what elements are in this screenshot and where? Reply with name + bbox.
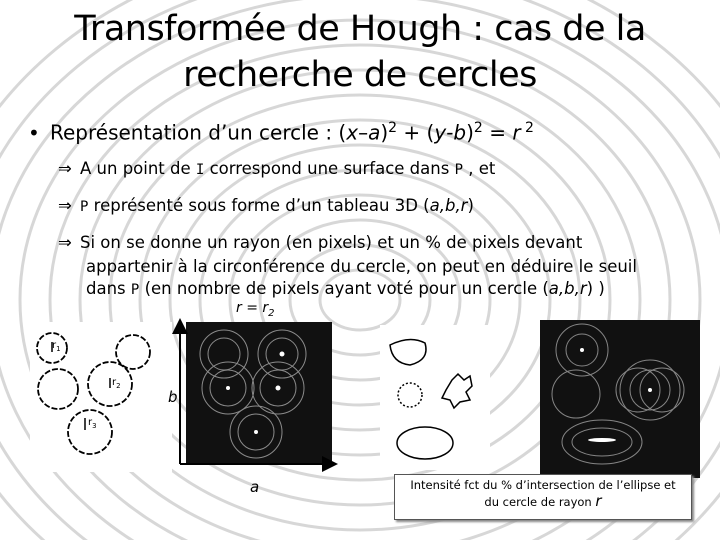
implies-arrow: ⇒ (58, 233, 72, 252)
exp: 2 (388, 120, 398, 136)
bullet-text: Représentation d’un cercle : ( (50, 120, 347, 145)
set-P: P (454, 162, 464, 178)
var-y: y (434, 120, 447, 145)
abr: a,b,r (429, 196, 468, 215)
axis-a-label: a (250, 478, 260, 496)
main-bullet (28, 120, 534, 145)
sub2-text: représenté sous forme d’un tableau 3D ( (88, 196, 430, 215)
input-shapes-image (380, 325, 490, 470)
figure-caption (394, 474, 692, 520)
minus: - (446, 120, 454, 145)
bullet-marker: • (28, 120, 40, 145)
r-eq-sub: 2 (268, 307, 275, 319)
equals: = (482, 120, 513, 145)
exp: 2 (520, 120, 534, 136)
sub3-line-2: appartenir à la circonférence du cercle, on peut en déduire le seuil (86, 257, 637, 276)
paren: ) (466, 120, 474, 145)
paren: ) (380, 120, 389, 145)
sub-bullet-3 (58, 232, 582, 254)
caption-line-1: Intensité fct du % d’intersection de l’ellipse et (410, 478, 676, 492)
var-b: b (453, 120, 467, 145)
implies-arrow: ⇒ (58, 159, 72, 178)
r-eq-text: r = r (236, 300, 269, 316)
r1-label: $r_1$ (52, 340, 61, 353)
caption-r: r (595, 492, 602, 510)
exp: 2 (473, 120, 483, 136)
sub3-line-1: Si on se donne un rayon (en pixels) et un % de pixels devant (80, 233, 583, 252)
sub-bullet-1 (58, 158, 495, 181)
axes (170, 318, 340, 490)
var-r: r (512, 120, 521, 145)
set-P: P (130, 282, 140, 298)
sub-bullet-2 (58, 195, 474, 218)
sub3-l3c: ) ) (586, 279, 605, 298)
var-x: x (346, 120, 359, 145)
abr: a,b,r (548, 279, 587, 298)
caption-line-2: du cercle de rayon r (484, 492, 602, 510)
r3-label: $r_3$ (88, 417, 97, 430)
sub1-text: A un point de (80, 159, 196, 178)
set-I: I (195, 162, 205, 178)
set-P: P (80, 199, 89, 215)
plus: + ( (397, 120, 435, 145)
minus: – (358, 120, 369, 145)
ellipse-accumulator-image (540, 320, 700, 478)
sub3-line-3 (86, 278, 605, 301)
title-line-1: Transformée de Hough : cas de la (74, 9, 646, 49)
slide-title (20, 6, 700, 98)
sub1-mid: correspond une surface dans (204, 159, 455, 178)
sub1-end: , et (463, 159, 496, 178)
sub3-l3b: (en nombre de pixels ayant voté pour un cercle ( (139, 279, 549, 298)
sub2-end: ) (467, 196, 474, 215)
sub3-l3a: dans (86, 279, 131, 298)
title-line-2: recherche de cercles (183, 55, 537, 95)
r-equals-label (236, 300, 275, 319)
axis-b-label: b (168, 388, 178, 406)
var-a: a (368, 120, 381, 145)
implies-arrow: ⇒ (58, 196, 72, 215)
r2-label: $r_2$ (112, 377, 121, 390)
